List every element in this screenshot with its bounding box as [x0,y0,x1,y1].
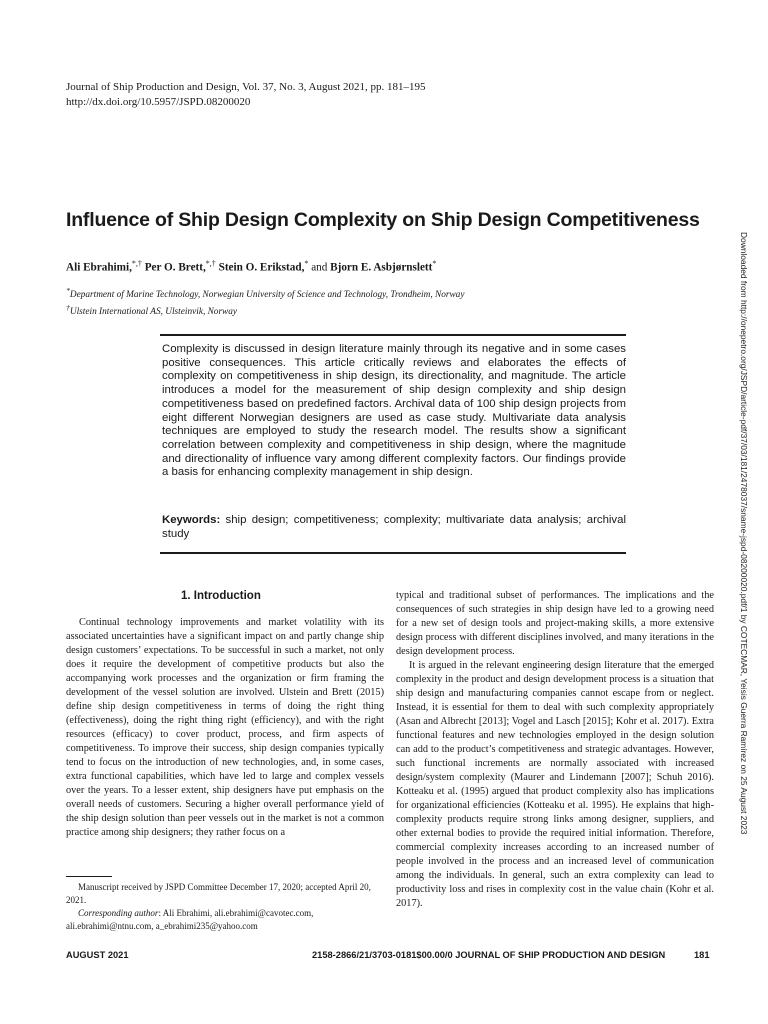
author-marks: * [304,259,309,268]
affiliations [66,285,464,318]
keywords-text: ship design; competitiveness; complexity; multivariate data analysis; archival study [162,514,626,540]
left-column [66,616,384,840]
paper-title: Influence of Ship Design Complexity on Ship Design Competitiveness [66,209,700,231]
footer-date: AUGUST 2021 [66,950,129,960]
page-number: 181 [694,950,710,960]
author-marks: *,† [205,259,216,268]
footer-issn-journal: 2158-2866/21/3703-0181$00.00/0 JOURNAL OF SHIP PRODUCTION AND DESIGN [312,950,666,960]
journal-doi: http://dx.doi.org/10.5957/JSPD.08200020 [66,96,251,108]
download-notice: Downloaded from http://onepetro.org/JSPD/article-pdf/37/03/181/2478037/sname-jspd-08200020.pdf/1 by COTECMAR, Yeisis Guerra Ramírez on 25 August 2023 [739,232,749,835]
right-column [396,589,714,911]
affiliation-line [66,302,464,319]
author-name: Ali Ebrahimi, [66,261,132,274]
body-paragraph: typical and traditional subset of performances. The implications and the consequences of such strategies in ship design have led to a growing need for a new set of design tools and project-making skills, a more extensive design process with different disciplines involved, and many iterations in the design development process. [396,590,714,657]
author-marks: * [432,259,437,268]
abstract-bottom-rule [160,552,626,554]
body-paragraph: Continual technology improvements and market volatility with its associated uncertainties have a significant impact on and partly change ship design customers’ expectations. To be successful in such a market, not only does it require the development of competitive products but also the accompanying work processes and the organization or firm framing the development of the vessel solution are involved. Ulstein and Brett (2015) define ship design competitiveness in terms of doing the right thing (effectiveness), doing the right thing right (efficiency), and with the right resources (efficacy) to cover product, process, and firm aspects of competitiveness. To improve their success, ship design companies typically tend to focus on the introduction of new technologies, and, in some cases, extra functional capabilities, which have led to large and complex vessels over the years. To a lesser extent, ship designers have put emphasis on the overall needs of customers. Securing a higher overall performance yield of the ship design solution than peer vessels out in the market is not a common practice among ship designers; they rather focus on a [66,617,384,838]
keywords-label: Keywords: [162,514,221,526]
abstract-top-rule [160,334,626,336]
author-list [66,259,436,274]
author-marks: *,† [131,259,142,268]
body-paragraph: It is argued in the relevant engineering design literature that the emerged complexity in the product and design development process is a situation that ship design and manufacturing companies cannot escape from or neglect. Instead, it is essential for them to deal with such complexity appropriately (Asan and Albrecht [2013]; Vogel and Lasch [2015]; Kohr et al. 2017). Extra functional features and new technologies employed in the design solution can add to the product’s competitiveness and strategic advantages. However, such functional increments are normally associated with increased design/system complexity (Maurer and Lindemann [2007]; Schuh 2016). Kotteaku et al. (1995) argued that product complexity also has implications for organizational efficiencies (Kotteaku et al. 1995). He explains that high-complexity products require strong links among designer, suppliers, and other external bodies to provide the required initial information. Therefore, commercial complexity increases according to an increased number of people involved in the process and an increased level of communication among the individuals. In general, such an extra complexity can lead to productivity loss and rises in complexity cost in the value chain (Kohr et al. 2017). [396,660,714,909]
journal-header [66,80,426,110]
affiliation-mark: * [66,286,70,295]
author-name: Bjorn E. Asbjørnslett [330,261,433,274]
corresponding-label: Corresponding author [78,908,159,918]
affiliation-text: Ulstein International AS, Ulsteinvik, Norway [69,306,238,317]
affiliation-line [66,285,464,302]
corresponding-author [66,907,384,933]
affiliation-text: Department of Marine Technology, Norwegian University of Science and Technology, Trondheim, Norway [69,290,465,301]
corresponding-text: : Ali Ebrahimi, ali.ebrahimi@cavotec.com, ali.ebrahimi@ntnu.com, a_ebrahimi235@yahoo.com [66,908,314,931]
footnote [66,881,384,933]
section-heading: 1. Introduction [181,590,261,602]
affiliation-mark: † [66,302,70,312]
abstract-text: Complexity is discussed in design literature mainly through its negative and in some cases positive consequences. This article critically reviews and elaborates the effects of complexity on competitiveness in ship design, its directionality, and magnitude. The article introduces a model for the measurement of ship design complexity and ship design competitiveness based on predefined factors. Archival data of 100 ship design projects from eight different Norwegian designers are used as case study. Multivariate data analysis techniques are employed to study the research model. The results show a significant correlation between complexity and competitiveness in ship design, where the magnitude and directionality of influence vary among different complexity factors. Our findings provide a basis for enhancing complexity management in ship design. [162,343,626,479]
journal-citation: Journal of Ship Production and Design, Vol. 37, No. 3, August 2021, pp. 181–195 [66,81,426,93]
footnote-rule [66,876,112,877]
author-name: Per O. Brett, [144,261,206,274]
keywords [162,514,626,541]
manuscript-received: Manuscript received by JSPD Committee December 17, 2020; accepted April 20, 2021. [66,882,371,905]
author-conjunction: and [311,261,328,274]
author-name: Stein O. Erikstad, [218,261,305,274]
